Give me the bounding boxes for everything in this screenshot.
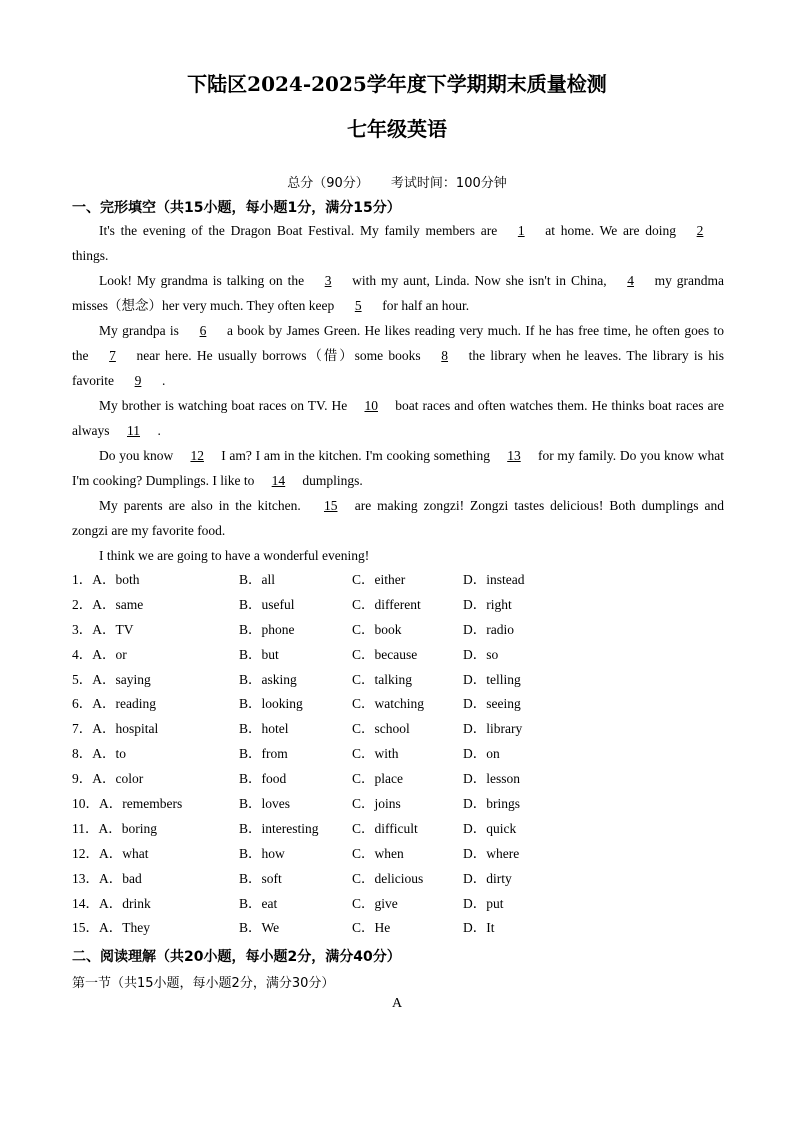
option-d: D．dirty [463,870,512,886]
passage-text: at home. We are doing [545,223,677,238]
passage-text: dumplings. [302,473,363,488]
passage-paragraph [72,443,724,493]
passage-text: Do you know [99,448,174,463]
option-b: B．soft [239,870,282,886]
blank-number: 4 [627,273,634,288]
option-d: D．radio [463,621,514,637]
option-d: D．lesson [463,771,520,787]
question-row [72,916,732,941]
option-c: C．place [352,771,403,787]
option-b: B．eat [239,895,278,911]
option-b: B．but [239,646,279,662]
passage-text: . [161,373,166,388]
question-row [72,892,732,917]
option-a: 9．A．color [72,771,144,787]
option-b: B．how [239,845,285,861]
option-a: 10．A．remembers [72,796,183,812]
blank-number: 2 [696,223,704,238]
option-d: D．right [463,596,512,612]
option-c: C．different [352,596,421,612]
option-d: D．instead [463,572,525,587]
option-a: 5．A．saying [72,671,151,687]
option-d: D．brings [463,796,520,812]
option-b: B．loves [239,796,291,812]
option-c: C．delicious [352,870,424,886]
option-b: B．interesting [239,820,319,836]
option-d: D．so [463,646,499,662]
question-row [72,568,732,593]
option-a: 12．A．what [72,845,149,861]
option-d: D．It [463,920,495,936]
option-b: B．phone [239,621,295,637]
passage-text: a book by James Green. He likes reading very much. If he has free time, he often goes to the [72,323,724,363]
blank-number: 1 [517,223,525,238]
exam-time: 考试时间：100分钟 [390,176,507,191]
question-row [72,668,732,693]
option-c: C．school [352,721,410,737]
question-row [72,717,732,742]
passage-text: for my family. Do you know what I'm cooking? Dumplings. I like to [72,448,725,488]
option-b: B．all [239,572,275,587]
passage-paragraph [72,318,724,393]
option-c: C．difficult [352,820,418,836]
blank-number: 3 [324,273,332,288]
option-c: C．when [352,845,404,861]
passage-paragraph [72,268,724,318]
option-c: C．with [352,746,399,762]
passage-text: . [157,423,161,438]
option-b: B．hotel [239,721,289,737]
option-d: D．where [463,845,520,861]
passage-text: near here. He usually borrows（借）some books [136,348,421,363]
option-a: 3．A．TV [72,621,134,637]
option-a: 4．A．or [72,646,127,662]
question-row [72,742,732,767]
option-b: B．asking [239,671,297,687]
section1-heading: 一、完形填空（共15小题，每小题1分，满分15分） [72,200,401,216]
question-row [72,593,732,618]
question-row [72,767,732,792]
passage-text: I am? I am in the kitchen. I'm cooking something [221,448,490,463]
passage-paragraph [72,218,724,268]
option-a: 8．A．to [72,746,126,762]
blank-number: 9 [134,373,142,388]
blank-number: 15 [323,498,338,513]
option-d: D．library [463,721,523,737]
passage-text: It's the evening of the Dragon Boat Festival. My family members are [99,223,498,238]
option-d: D．quick [463,820,517,836]
blank-number: 12 [190,448,204,463]
option-a: 6．A．reading [72,696,156,712]
exam-meta [0,172,794,191]
option-c: C．because [352,646,418,662]
exam-subtitle: 七年级英语 [347,117,447,141]
question-row [72,842,732,867]
question-row [72,792,732,817]
option-a: 11．A．boring [72,820,157,836]
option-c: C．either [352,572,406,587]
passage-text: Look! My grandma is talking on the [99,273,305,288]
section2-heading: 二、阅读理解（共20小题，每小题2分，满分40分） [72,949,401,965]
option-d: D．put [463,895,504,911]
section2-subheading: 第一节（共15小题，每小题2分，满分30分） [72,976,335,991]
option-a: 1．A．both [72,572,140,587]
passage-paragraph [72,543,724,568]
option-d: D．telling [463,671,521,687]
passage-text: the library when he leaves. The library is his favorite [72,348,724,388]
option-c: C．book [352,621,402,637]
option-c: C．He [352,920,391,936]
option-b: B．useful [239,596,295,612]
option-c: C．give [352,895,398,911]
passage-paragraph [72,393,724,443]
question-row [72,817,732,842]
option-a: 2．A．same [72,596,144,612]
passage-text: My parents are also in the kitchen. [99,498,307,513]
option-c: C．watching [352,696,424,712]
passage-text: my grandma misses（想念）her very much. They often keep [72,273,725,313]
option-c: C．talking [352,671,412,687]
passage-text: My brother is watching boat races on TV. He [99,398,348,413]
option-b: B．food [239,771,287,787]
blank-number: 14 [271,473,286,488]
passage-paragraph [72,493,724,543]
total-score: 总分（90分） [287,176,369,191]
passage-text: things. [72,248,109,263]
option-b: B．We [239,920,280,936]
blank-number: 10 [364,398,378,413]
passage-text: with my aunt, Linda. Now she isn't in China, [352,273,607,288]
blank-number: 11 [127,423,140,438]
question-row [72,643,732,668]
cloze-passage [72,218,724,568]
blank-number: 7 [109,348,116,363]
question-row [72,692,732,717]
passage-text: My grandpa is [99,323,179,338]
option-a: 14．A．drink [72,895,151,911]
option-b: B．looking [239,696,303,712]
passage-text: for half an hour. [382,298,470,313]
passage-text: are making zongzi! Zongzi tastes delicious! Both dumplings and zongzi are my favorite food. [72,498,724,538]
cloze-options [72,568,732,941]
question-row [72,867,732,892]
exam-title: 下陆区2024-2025学年度下学期期末质量检测 [187,72,607,96]
option-a: 15．A．They [72,920,150,936]
option-a: 13．A．bad [72,870,142,886]
passage-text: boat races and often watches them. He thinks boat races are always [72,398,724,438]
blank-number: 6 [199,323,207,338]
blank-number: 8 [441,348,449,363]
blank-number: 5 [354,298,362,313]
option-d: D．seeing [463,696,521,712]
blank-number: 13 [507,448,521,463]
option-c: C．joins [352,796,401,812]
passage-text: I think we are going to have a wonderful evening! [99,548,370,563]
option-a: 7．A．hospital [72,721,159,737]
option-d: D．on [463,746,500,762]
passage-label: A [391,996,403,1011]
option-b: B．from [239,746,288,762]
question-row [72,618,732,643]
